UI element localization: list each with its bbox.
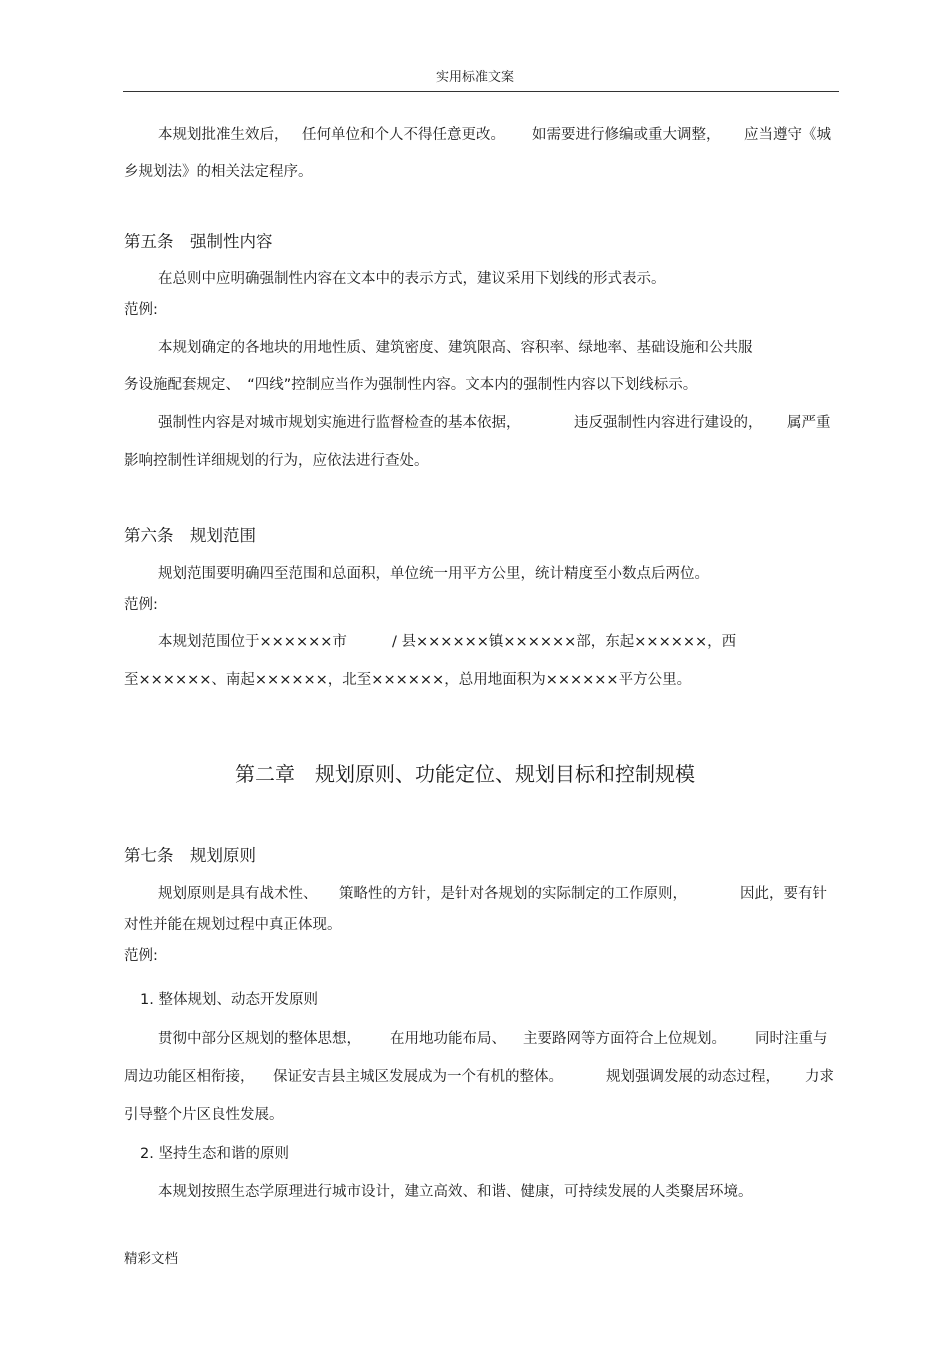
article-5-heading: 第五条 强制性内容 xyxy=(124,232,273,251)
article-7-description-line-2: 对性并能在规划过程中真正体现。 xyxy=(124,917,342,933)
article-7-description-line-1-part-a: 规划原则是具有战术性、 xyxy=(158,886,318,902)
article-5-example-label: 范例: xyxy=(124,302,158,318)
principle-1-line-2-part-c: 规划强调发展的动态过程， xyxy=(606,1069,780,1085)
article-7-description-line-1-part-c: 因此，要有针 xyxy=(740,886,827,902)
article-6-example-line-1-part-a: 本规划范围位于××××××市 xyxy=(158,634,347,650)
principle-1-title: 1. 整体规划、动态开发原则 xyxy=(140,992,318,1008)
principle-1-line-2-part-a: 周边功能区相衔接， xyxy=(124,1069,255,1085)
header-divider xyxy=(123,91,839,92)
principle-2-line-1: 本规划按照生态学原理进行城市设计，建立高效、和谐、健康，可持续发展的人类聚居环境。 xyxy=(158,1184,753,1200)
article-5-example-2-line-1-part-c: 属严重 xyxy=(787,415,831,431)
principle-1-line-1-part-b: 在用地功能布局、 xyxy=(390,1031,506,1047)
article-5-example-2-line-1-part-a: 强制性内容是对城市规划实施进行监督检查的基本依据， xyxy=(158,415,521,431)
article-7-description-line-1-part-b: 策略性的方针，是针对各规划的实际制定的工作原则， xyxy=(339,886,687,902)
intro-line-1-part-a: 本规划批准生效后， xyxy=(158,127,289,143)
intro-line-2: 乡规划法》的相关法定程序。 xyxy=(124,164,313,180)
article-6-heading: 第六条 规划范围 xyxy=(124,526,256,545)
article-5-description: 在总则中应明确强制性内容在文本中的表示方式，建议采用下划线的形式表示。 xyxy=(158,271,666,287)
article-5-example-1-line-1: 本规划确定的各地块的用地性质、建筑密度、建筑限高、容积率、绿地率、基础设施和公共服 xyxy=(158,340,753,356)
principle-1-line-2-part-d: 力求 xyxy=(805,1069,834,1085)
intro-line-1-part-c: 如需要进行修编或重大调整， xyxy=(532,127,721,143)
page-footer-label: 精彩文档 xyxy=(124,1251,178,1267)
article-6-description: 规划范围要明确四至范围和总面积，单位统一用平方公里，统计精度至小数点后两位。 xyxy=(158,566,709,582)
principle-1-line-1-part-c: 主要路网等方面符合上位规划。 xyxy=(523,1031,726,1047)
article-6-example-label: 范例: xyxy=(124,597,158,613)
intro-line-1-part-b: 任何单位和个人不得任意更改。 xyxy=(302,127,505,143)
page-header-title: 实用标准文案 xyxy=(435,70,514,85)
article-5-example-2-line-2: 影响控制性详细规划的行为，应依法进行查处。 xyxy=(124,453,429,469)
intro-line-1-part-d: 应当遵守《城 xyxy=(744,127,831,143)
principle-2-title: 2. 坚持生态和谐的原则 xyxy=(140,1146,289,1162)
article-6-example-line-2: 至××××××、南起××××××，北至××××××，总用地面积为××××××平方公里。 xyxy=(124,672,692,688)
principle-1-line-2-part-b: 保证安吉县主城区发展成为一个有机的整体。 xyxy=(273,1069,563,1085)
chapter-2-heading: 第二章 规划原则、功能定位、规划目标和控制规模 xyxy=(235,762,695,786)
article-5-example-1-line-2: 务设施配套规定、 “四线”控制应当作为强制性内容。文本内的强制性内容以下划线标示。 xyxy=(124,377,698,393)
article-5-example-2-line-1-part-b: 违反强制性内容进行建设的， xyxy=(574,415,763,431)
principle-1-line-1-part-d: 同时注重与 xyxy=(755,1031,828,1047)
article-7-heading: 第七条 规划原则 xyxy=(124,846,256,865)
principle-1-line-1-part-a: 贯彻中部分区规划的整体思想， xyxy=(158,1031,361,1047)
article-6-example-line-1-part-b: / 县××××××镇××××××部，东起××××××，西 xyxy=(392,634,737,650)
article-7-example-label: 范例: xyxy=(124,948,158,964)
principle-1-line-3: 引导整个片区良性发展。 xyxy=(124,1107,284,1123)
